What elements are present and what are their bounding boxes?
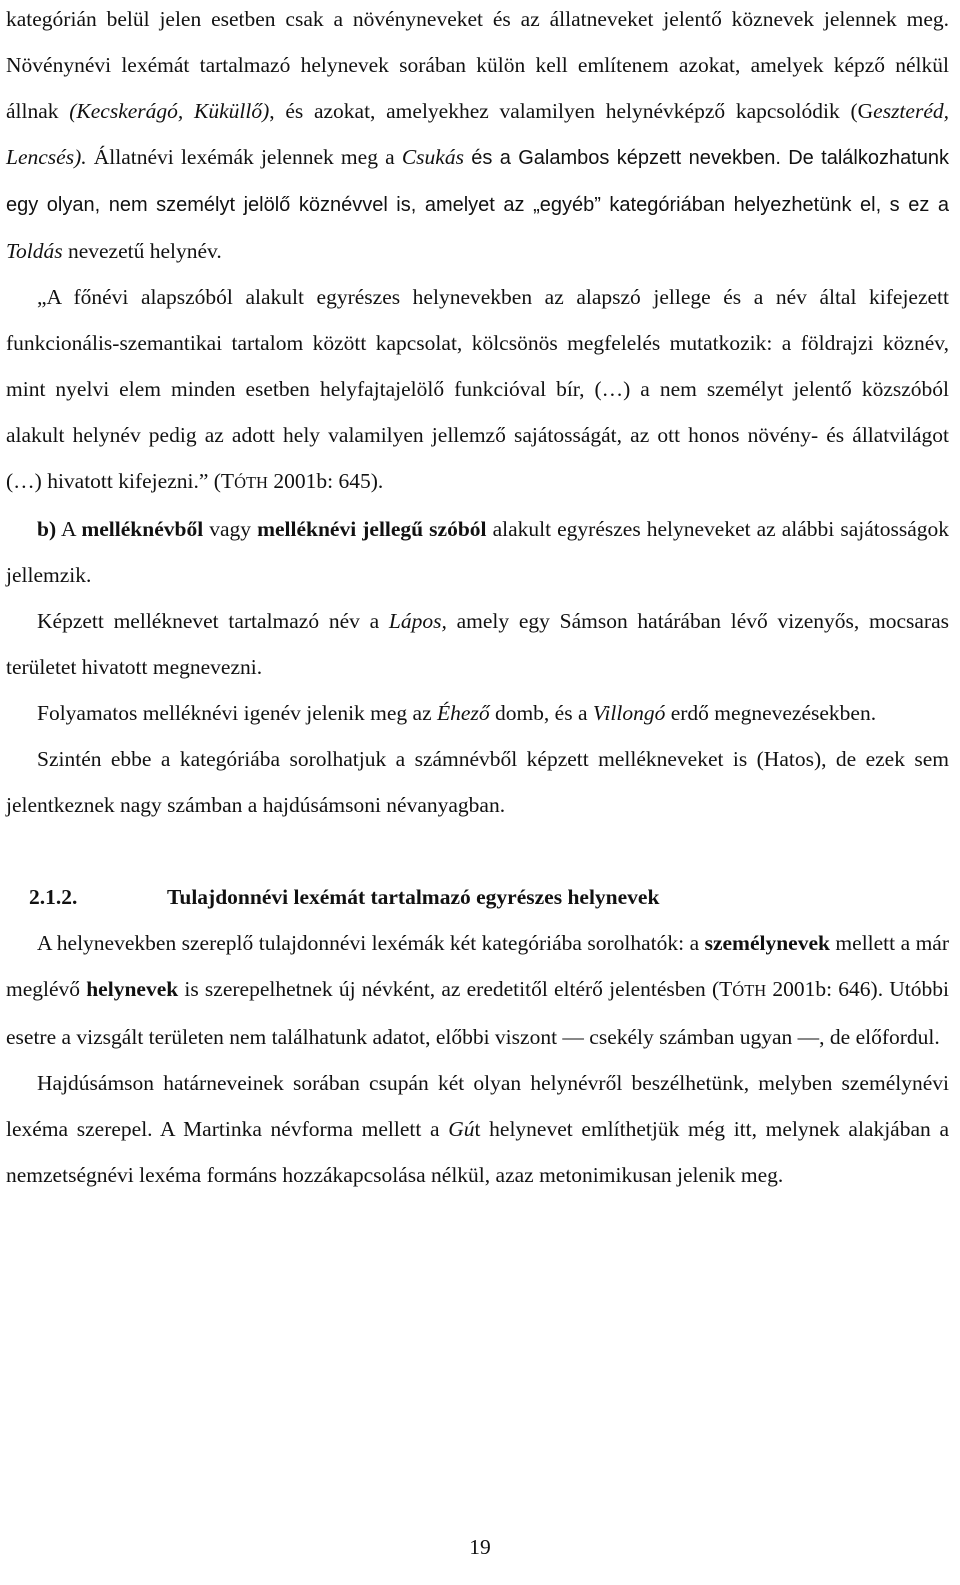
text-run: , és azokat, amelyekhez valamilyen helynévképző kapcsolódik ( xyxy=(269,99,858,123)
small-caps-author: ÓTH xyxy=(234,473,268,492)
text-run: domb, és a xyxy=(489,701,593,725)
text-run: is szerepelhetnek új névként, az eredetitől eltérő jelentésben (T xyxy=(178,977,733,1001)
italic-place-names: (Kecskerágó, Küküllő) xyxy=(69,99,270,123)
page-number: 19 xyxy=(469,1535,491,1559)
text-run: alakult egyrészes helyneveket az alábbi sajátosságok jellemzik. xyxy=(6,517,949,587)
section-heading xyxy=(6,874,949,920)
text-run: „A főnévi alapszóból alakult egyrészes helynevekben az alapszó jellege és a név által kifejezett funkcionális-szemantikai tartalom között kapcsolat, kölcsönös megfelelés mutatkozik: a földrajzi köznév, mint nyelvi elem minden esetben helyfajtajelölő funkcióval bír, (…) a nem személyt jelentő közszóból alakult helynév pedig az adott hely valamilyen jellemző sajátosságát, az ott honos növény- és állatvilágot (…) hivatott kifejezni.” (T xyxy=(6,285,949,493)
text-run: Képzett melléknevet tartalmazó név a xyxy=(37,609,389,633)
section-number: 2.1.2. xyxy=(29,885,78,909)
text-run: Folyamatos melléknévi igenév jelenik meg az xyxy=(37,701,438,725)
italic-place-name: Éhező xyxy=(437,701,490,725)
bold-term: melléknévből xyxy=(81,517,204,541)
text-run: és a Galambos képzett nevekben. De találkozhatunk egy olyan, nem személyt jelölő köznévvel is, amelyet az „egyéb” kategóriában helyezhetünk el, s ez a xyxy=(6,147,949,216)
text-run: Állatnévi lexémák jelennek meg a xyxy=(86,145,402,169)
paragraph-lapos xyxy=(6,598,949,690)
text-run: G xyxy=(857,99,874,123)
italic-place-name: Villongó xyxy=(592,701,666,725)
text-run: erdő megnevezésekben. xyxy=(665,701,877,725)
text-run: A xyxy=(56,517,82,541)
text-run: Szintén ebbe a kategóriába sorolhatjuk a számnévből képzett mellékneveket is (Hatos), de ezek sem jelentkeznek nagy számban a hajdúsámsoni névanyagban. xyxy=(6,747,949,817)
text-run: vagy xyxy=(203,517,258,541)
bold-term: helynevek xyxy=(86,977,179,1001)
text-run: t helynevet említhetjük még itt, melynek alakjában a nemzetségnévi lexéma formáns hozzákapcsolása nélkül, azaz metonimikusan jelenik meg. xyxy=(6,1117,949,1187)
text-run: 2001b: 646). Utóbbi esetre a vizsgált területen nem találhatunk adatot, előbbi viszont — csekély számban ugyan —, de előfordul. xyxy=(6,977,949,1049)
document-page xyxy=(6,0,949,1198)
italic-place-name: Lápos, xyxy=(388,609,447,633)
bold-list-marker: b) xyxy=(37,517,57,541)
text-run: Hajdúsámson határneveinek sorában csupán két olyan helynévről beszélhetünk, melyben személynévi lexéma szerepel. A Martinka névforma mellett a xyxy=(6,1071,949,1141)
text-run: 2001b: 645). xyxy=(267,469,384,493)
paragraph-numerals xyxy=(6,736,949,828)
text-run: nevezetű helynév. xyxy=(62,239,222,263)
italic-place-name: Toldás xyxy=(6,239,63,263)
paragraph-proper-noun-lexemes xyxy=(6,920,949,1060)
paragraph-adjective-names xyxy=(6,506,949,598)
text-run: mellett a már meglévő xyxy=(6,931,949,1001)
italic-place-name: Gú xyxy=(448,1117,475,1141)
text-run: kategórián belül jelen esetben csak a növényneveket és az állatneveket jelentő köznevek jelennek meg. Növénynévi lexémát tartalmazó helynevek sorában külön kell említenem azokat, amelyek képző nélkül állnak xyxy=(6,7,949,123)
italic-place-name: Csukás xyxy=(401,145,464,169)
section-title: Tulajdonnévi lexémát tartalmazó egyrészes helynevek xyxy=(167,885,660,909)
paragraph-participles xyxy=(6,690,949,736)
paragraph-person-names xyxy=(6,1060,949,1198)
small-caps-author: ÓTH xyxy=(732,981,767,1000)
text-run: A helynevekben szereplő tulajdonnévi lexémák két kategóriába sorolhatók: a xyxy=(37,931,705,955)
paragraph-plant-animal-names xyxy=(6,0,949,274)
bold-term: melléknévi jellegű szóból xyxy=(257,517,487,541)
bold-term: személynevek xyxy=(704,931,830,955)
paragraph-quotation xyxy=(6,274,949,506)
italic-place-names: eszteréd, Lencsés). xyxy=(6,99,949,169)
text-run: amely egy Sámson határában lévő vizenyős, mocsaras területet hivatott megnevezni. xyxy=(6,609,949,679)
